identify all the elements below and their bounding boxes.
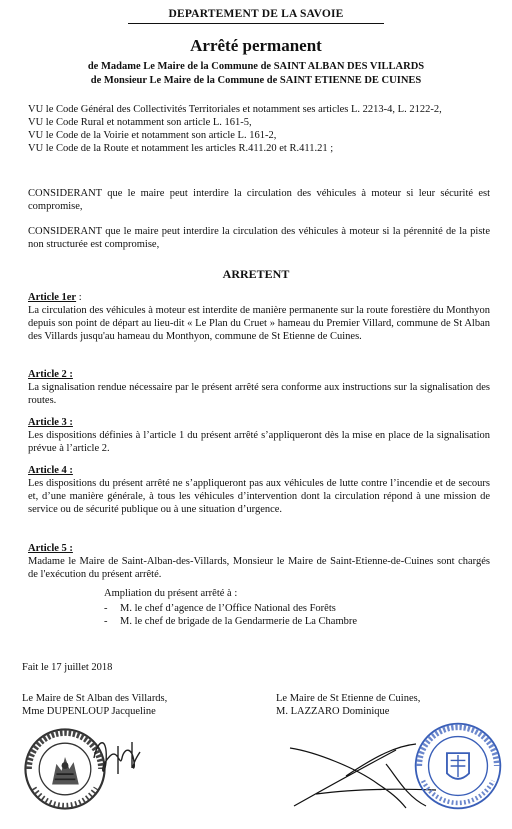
article-text: Madame le Maire de Saint-Alban-des-Villards, Monsieur le Maire de Saint-Etienne-de-Cuines sont chargés de l'exécution du présent arrêté.	[28, 556, 490, 580]
article-heading: Article 4 :	[28, 465, 73, 476]
vu-line: VU le Code Général des Collectivités Territoriales et notamment ses articles L. 2213-4, L. 2122-2,	[28, 104, 442, 115]
vu-line: VU le Code de la Route et notamment les articles R.411.20 et R.411.21 ;	[28, 143, 334, 154]
ampliation-item-text: M. le chef d’agence de l’Office National des Forêts	[120, 603, 336, 614]
ampliation-section	[104, 587, 357, 628]
article-text: La circulation des véhicules à moteur est interdite de manière permanente sur la route forestière du Monthyon depuis son point de départ au lieu-dit « Le Plan du Cruet » hameau du Premier Villard, commune de St Alban des Villards jusqu'au hameau du Monthyon, commune de St Etienne de Cuines.	[28, 305, 490, 342]
municipal-stamp-right	[412, 720, 504, 812]
signatory-left	[22, 692, 167, 718]
signatory-name: Mme DUPENLOUP Jacqueline	[22, 706, 156, 717]
signature-left	[88, 728, 148, 788]
department-underline	[128, 23, 384, 24]
signatory-name: M. LAZZARO Dominique	[276, 706, 390, 717]
article-text: Les dispositions définies à l’article 1 du présent arrêté s’appliqueront dès la mise en place de la signalisation prévue à l’article 2.	[28, 430, 490, 454]
signatory-title: Le Maire de St Alban des Villards,	[22, 693, 168, 704]
considerant-1: CONSIDERANT que le maire peut interdire la circulation des véhicules à moteur si leur sécurité est compromise,	[28, 188, 490, 212]
list-dash: -	[104, 616, 108, 627]
department-heading: DEPARTEMENT DE LA SAVOIE	[168, 8, 344, 20]
article-3	[28, 416, 490, 455]
article-2	[28, 368, 490, 407]
considerant-2: CONSIDERANT que le maire peut interdire la circulation des véhicules à moteur si la pérennité de la piste non structurée est compromise,	[28, 226, 490, 250]
subtitle-line-2: de Monsieur Le Maire de la Commune de SAINT ETIENNE DE CUINES	[90, 75, 422, 86]
article-text: La signalisation rendue nécessaire par le présent arrêté sera conforme aux instructions sur la signalisation des routes.	[28, 382, 490, 406]
vu-line: VU le Code Rural et notamment son article L. 161-5,	[28, 117, 252, 128]
article-heading: Article 2 :	[28, 369, 73, 380]
list-dash: -	[104, 603, 108, 614]
subtitle-line-1: de Madame Le Maire de la Commune de SAINT ALBAN DES VILLARDS	[87, 61, 425, 72]
arretent-heading: ARRETENT	[222, 267, 290, 281]
article-4	[28, 464, 490, 516]
ampliation-item	[104, 615, 357, 628]
ampliation-intro: Ampliation du présent arrêté à :	[104, 588, 238, 599]
date-line: Fait le 17 juillet 2018	[22, 662, 113, 673]
signatory-right	[276, 692, 420, 718]
ampliation-item-text: M. le chef de brigade de la Gendarmerie de La Chambre	[120, 616, 358, 627]
article-1	[28, 291, 490, 343]
ampliation-item	[104, 602, 357, 615]
article-heading: Article 1er	[28, 292, 77, 303]
article-heading: Article 5 :	[28, 543, 73, 554]
article-text: Les dispositions du présent arrêté ne s’appliqueront pas aux véhicules de lutte contre l’incendie et de secours et, d’une manière générale, à tous les véhicules d’intervention dont la circulation répond à une mission de service ou de sécurité publique ou à une situation d’urgence.	[28, 478, 490, 515]
signatory-title: Le Maire de St Etienne de Cuines,	[276, 693, 421, 704]
vu-line: VU le Code de la Voirie et notamment son article L. 161-2,	[28, 130, 277, 141]
article-5	[28, 542, 490, 581]
document-title: Arrêté permanent	[190, 36, 322, 55]
article-heading-suffix: :	[76, 292, 82, 303]
vu-section	[28, 103, 490, 155]
article-heading: Article 3 :	[28, 417, 73, 428]
